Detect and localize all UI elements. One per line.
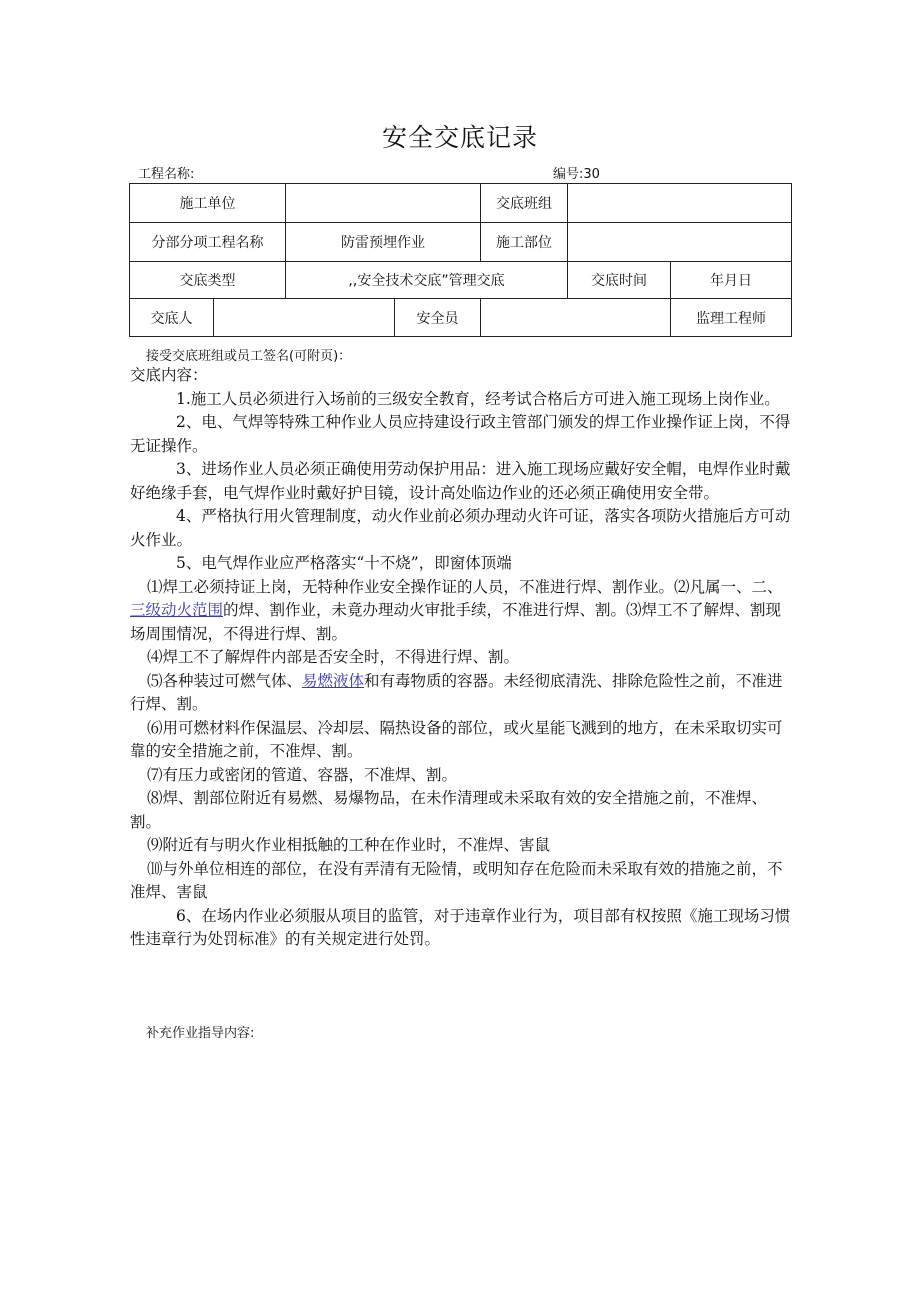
content-item-2: 2、电、气焊等特殊工种作业人员应持建设行政主管部门颁发的焊工作业操作证上岗，不得无证操作。 (130, 413, 791, 455)
content-item-3: 3、进场作业人员必须正确使用劳动保护用品：进入施工现场应戴好安全帽，电焊作业时戴好绝缘手套，电气焊作业时戴好护目镜，设计高处临边作业的还必须正确使用安全带。 (130, 460, 791, 502)
type-value[interactable]: ,,安全技术交底”管理交底 (286, 262, 568, 299)
supervisor-label: 监理工程师 (696, 310, 766, 327)
rule-6: ⑹用可燃材料作保温层、冷却层、隔热设备的部位，或火星能飞溅到的地方，在未采取切实可靠的安全措施之前，不准焊、割。 (130, 718, 783, 760)
discloser-value[interactable] (214, 299, 395, 337)
time-label: 交底时间 (568, 262, 671, 299)
rule-7: ⑺有压力或密闭的管道、容器，不准焊、割。 (147, 765, 458, 784)
rule-1-3-text-a: ⑴焊工必须持证上岗，无特种作业安全操作证的人员，不准进行焊、割作业。⑵凡属一、二、 (147, 577, 783, 596)
supplement-label: 补充作业指导内容: (146, 1026, 255, 1041)
rule-4: ⑷焊工不了解焊件内部是否安全时，不得进行焊、割。 (147, 648, 520, 666)
location-value[interactable] (568, 223, 792, 262)
rule-1-3 (130, 576, 792, 647)
disclosure-content (130, 364, 792, 952)
location-label: 施工部位 (481, 223, 568, 262)
table-row (130, 184, 792, 223)
rule-5-text-a: ⑸各种装过可燃气体、 (147, 671, 303, 690)
rule-8: ⑻焊、割部位附近有易燃、易爆物品，在未作清理或未采取有效的安全措施之前，不准焊、割。 (130, 789, 768, 831)
rule-9: ⑼附近有与明火作业相抵触的工种在作业时，不准焊、害鼠 (147, 836, 551, 854)
construction-unit-label: 施工单位 (130, 184, 286, 223)
signature-note: 接受交底班组或员工签名(可附页)： (146, 349, 352, 364)
table-row (130, 223, 792, 262)
content-item-1: 1.施工人员必须进行入场前的三级安全教育，经考试合格后方可进入施工现场上岗作业。 (176, 389, 780, 408)
time-value[interactable]: 年月日 (671, 262, 792, 299)
project-name-label: 工程名称: (138, 167, 195, 182)
safety-officer-label: 安全员 (395, 299, 481, 337)
content-item-4: 4、严格执行用火管理制度，动火作业前必须办理动火许可证，落实各项防火措施后方可动火作业。 (130, 507, 791, 549)
rule-1-3-text-b: 的焊、割作业，未竟办理动火审批手续，不准进行焊、割。⑶焊工不了解焊、割现场周围情况，不得进行焊、割。 (130, 601, 782, 643)
content-heading: 交底内容： (130, 366, 208, 384)
sub-project-value[interactable]: 防雷预埋作业 (286, 223, 481, 262)
content-item-5: 5、电气焊作业应严格落实“十不烧”，即窗体顶端 (176, 554, 512, 572)
discloser-label: 交底人 (130, 299, 214, 337)
construction-unit-value[interactable] (286, 184, 481, 223)
type-label: 交底类型 (130, 262, 286, 299)
rule-5-text-b: 和有毒物质的容器。未经彻底清洗、排除危险性之前，不准进行焊、割。 (130, 671, 783, 713)
team-value[interactable] (568, 184, 792, 223)
fire-scope-link[interactable]: 三级动火范围 (130, 601, 224, 619)
disclosure-form-table (129, 183, 792, 337)
supervisor-cell (671, 299, 792, 337)
flammable-liquid-link[interactable]: 易燃液体 (302, 671, 365, 690)
rule-10: ⑽与外单位相连的部位，在没有弄清有无险情，或明知存在危险而未采取有效的措施之前，不准焊、害鼠 (130, 859, 783, 901)
safety-officer-value[interactable] (481, 299, 671, 337)
rule-5 (130, 670, 792, 717)
sub-project-label: 分部分项工程名称 (130, 223, 286, 262)
table-row (130, 262, 792, 299)
content-item-6: 6、在场内作业必须服从项目的监管，对于违章作业行为，项目部有权按照《施工现场习惯性违章行为处罚标准》的有关规定进行处罚。 (130, 906, 791, 948)
team-label: 交底班组 (481, 184, 568, 223)
document-number: 编号:30 (553, 167, 600, 182)
table-row (130, 299, 792, 337)
document-title: 安全交底记录 (381, 123, 538, 152)
